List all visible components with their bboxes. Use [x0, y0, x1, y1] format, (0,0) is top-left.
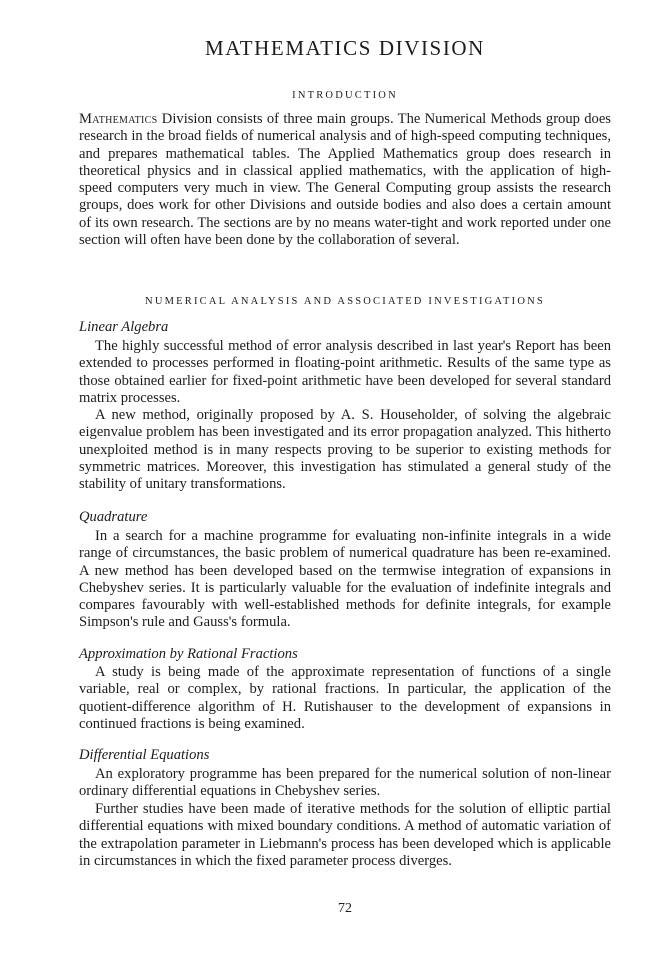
page-title: MATHEMATICS DIVISION [205, 36, 485, 60]
introduction-text: Division consists of three main groups. The Numerical Methods group does research in the broad fields of numerical analysis and of high-speed computing techniques, and prepares mathematical tables. The Applied Mathematics group does research in theoretical physics and in classical applied mathematics, with the application of high-speed computers very much in view. The General Computing group assists the research groups, does work for other Divisions and outside bodies and also does a certain amount of its own research. The sections are by no means water-tight and work reported under one section will often have been done by the collaboration of several. [79, 111, 611, 249]
numerical-analysis-heading: NUMERICAL ANALYSIS AND ASSOCIATED INVESTIGATIONS [145, 296, 545, 307]
approximation-subheading: Approximation by Rational Fractions [79, 646, 298, 662]
introduction-heading: INTRODUCTION [292, 90, 398, 101]
linear-algebra-paragraph-1: The highly successful method of error analysis described in last year's Report has been extended to processes performed in floating-point arithmetic. Results of the same type as those obtained earlier for fixed-point arithmetic have been developed for several standard matrix processes. [79, 338, 611, 406]
linear-algebra-subheading: Linear Algebra [79, 319, 169, 335]
linear-algebra-paragraph-2: A new method, originally proposed by A. S. Householder, of solving the algebraic eigenvalue problem has been investigated and its error propagation analyzed. This hitherto unexploited method is in many respects proving to be superior to existing methods for symmetric matrices. Moreover, this investigation has stimulated a general study of the stability of unitary transformations. [79, 407, 611, 493]
approximation-paragraph: A study is being made of the approximate representation of functions of a single variable, real or complex, by rational fractions. In particular, the application of the quotient-difference algorithm of H. Rutishauser to the development of expansions in continued fractions is being examined. [79, 664, 611, 732]
differential-equations-paragraph-2: Further studies have been made of iterative methods for the solution of elliptic partial differential equations with mixed boundary conditions. A method of automatic variation of the extrapolation parameter in Liebmann's process has been developed which is applicable in circumstances in which the fixed parameter process diverges. [79, 801, 611, 869]
quadrature-paragraph: In a search for a machine programme for evaluating non-infinite integrals in a wide range of circumstances, the basic problem of numerical quadrature has been re-examined. A new method has been developed based on the termwise integration of expansions in Chebyshev series. It is particularly valuable for the evaluation of indefinite integrals and compares favourably with well-established methods for definite integrals, for example Simpson's rule and Gauss's formula. [79, 528, 611, 631]
introduction-paragraph [79, 111, 611, 249]
differential-equations-subheading: Differential Equations [79, 747, 210, 763]
introduction-lead: Mathematics [79, 111, 158, 127]
quadrature-subheading: Quadrature [79, 509, 148, 525]
page-number: 72 [338, 901, 352, 916]
differential-equations-paragraph-1: An exploratory programme has been prepared for the numerical solution of non-linear ordinary differential equations in Chebyshev series. [79, 766, 611, 800]
